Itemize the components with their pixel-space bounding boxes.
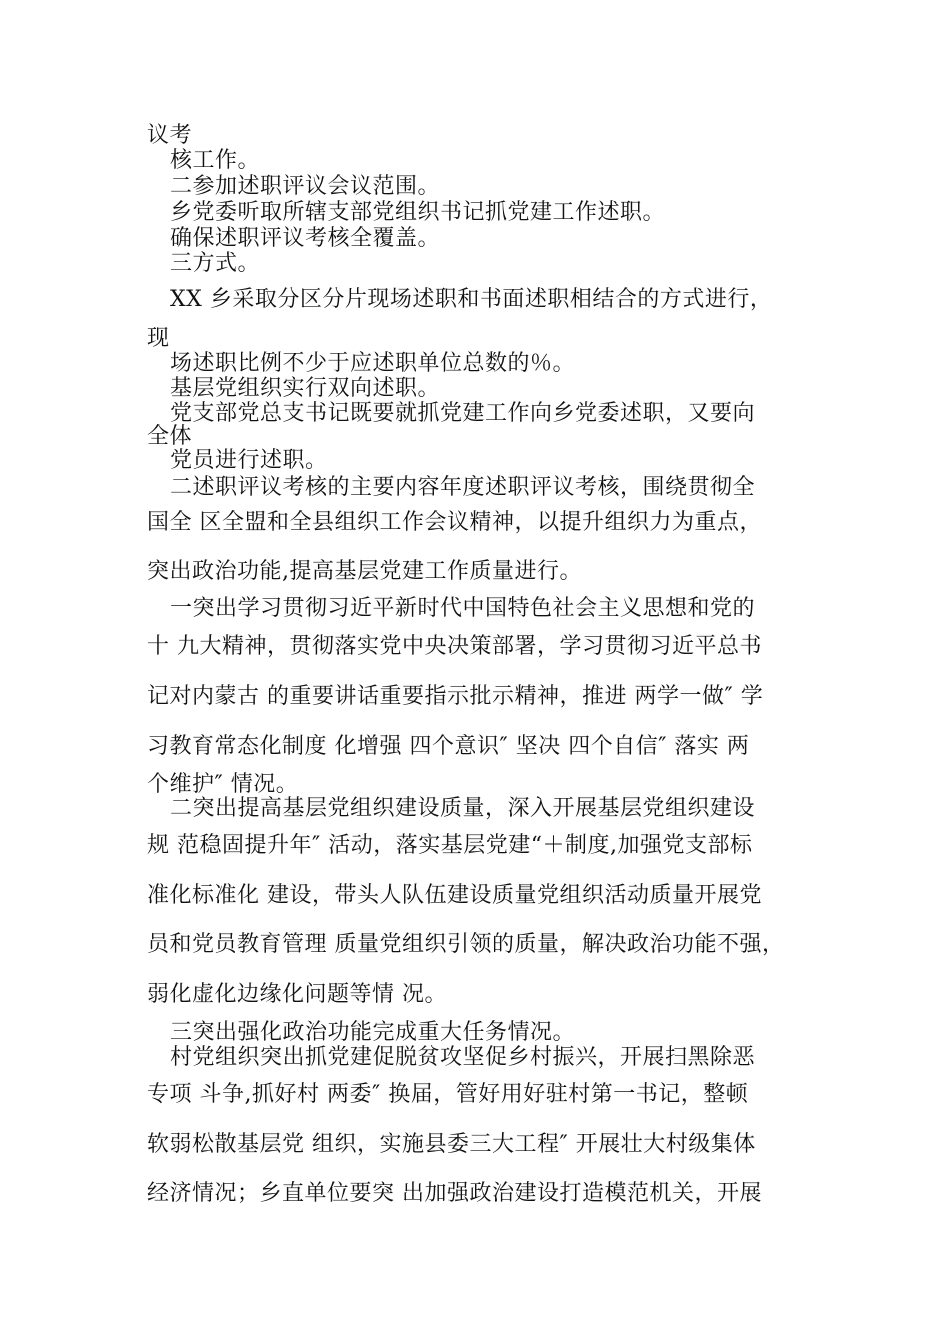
text-line: 二参加述职评议会议范围。 <box>170 174 441 199</box>
text-line: 场述职比例不少于应述职单位总数的％。 <box>170 351 576 376</box>
text-line: 一突出学习贯彻习近平新时代中国特色社会主义思想和党的 <box>170 596 756 621</box>
text-line: 经济情况；乡直单位要突 出加强政治建设打造模范机关，开展 <box>147 1181 762 1206</box>
text-line: 议考 <box>147 123 193 148</box>
text-line: 二述职评议考核的主要内容年度述职评议考核，围绕贯彻全 <box>170 475 756 500</box>
text-line: 核工作。 <box>170 148 261 173</box>
text-line: XX 乡采取分区分片现场述职和书面述职相结合的方式进行， <box>170 287 773 312</box>
text-line: 规 范稳固提升年″ 活动，落实基层党建“＋制度,加强党支部标 <box>147 833 753 858</box>
text-line: 三方式。 <box>170 251 261 276</box>
text-line: 专项 斗争,抓好村 两委″ 换届，管好用好驻村第一书记，整顿 <box>147 1082 749 1107</box>
text-line: 员和党员教育管理 质量党组织引领的质量，解决政治功能不强， <box>147 932 785 957</box>
text-line: 三突出强化政治功能完成重大任务情况。 <box>170 1020 576 1045</box>
text-line: 村党组织突出抓党建促脱贫攻坚促乡村振兴，开展扫黑除恶 <box>170 1045 756 1070</box>
text-line: 十 九大精神，贯彻落实党中央决策部署，学习贯彻习近平总书 <box>147 634 762 659</box>
text-line: 基层党组织实行双向述职。 <box>170 376 441 401</box>
text-line: 弱化虚化边缘化问题等情 况。 <box>147 982 447 1007</box>
text-line: 全体 <box>147 424 193 449</box>
text-line: 准化标准化 建设，带头人队伍建设质量党组织活动质量开展党 <box>147 883 762 908</box>
text-line: 确保述职评议考核全覆盖。 <box>170 226 441 251</box>
text-line: 记对内蒙古 的重要讲话重要指示批示精神，推进 两学一做″ 学 <box>147 684 764 709</box>
text-line: 个维护″ 情况。 <box>147 772 299 797</box>
text-line: 二突出提高基层党组织建设质量，深入开展基层党组织建设 <box>170 796 756 821</box>
text-line: 乡党委听取所辖支部党组织书记抓党建工作述职。 <box>170 200 666 225</box>
text-line: 突出政治功能,提高基层党建工作质量进行。 <box>147 559 582 584</box>
text-line: 国全 区全盟和全县组织工作会议精神，以提升组织力为重点， <box>147 510 762 535</box>
text-line: 软弱松散基层党 组织，实施县委三大工程″ 开展壮大村级集体 <box>147 1132 756 1157</box>
text-line: 党支部党总支书记既要就抓党建工作向乡党委述职，又要向 <box>170 401 756 426</box>
text-line: 党员进行述职。 <box>170 448 328 473</box>
text-line: 现 <box>147 326 170 351</box>
text-line: 习教育常态化制度 化增强 四个意识″ 坚决 四个自信″ 落实 两 <box>147 734 750 759</box>
